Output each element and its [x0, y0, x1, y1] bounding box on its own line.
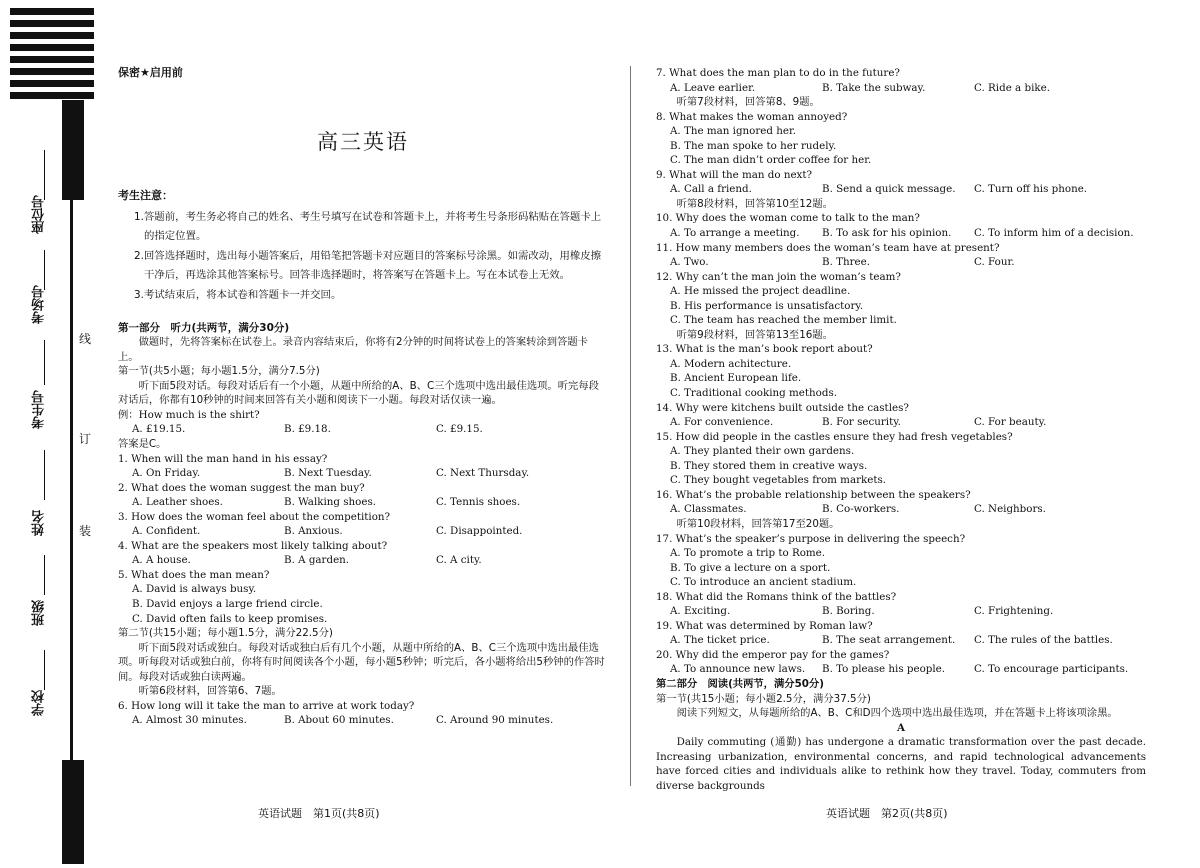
option: A. Leather shoes. — [132, 496, 223, 509]
question: 4. What are the speakers most likely talking about? — [118, 539, 388, 552]
binding-stripe — [10, 20, 94, 27]
option: A. Two. — [670, 256, 709, 269]
section1-heading: 第一节(共5小题；每小题1.5分，满分7.5分) — [118, 365, 320, 378]
option: C. Turn off his phone. — [974, 183, 1088, 196]
confidential-mark: 保密★启用前 — [118, 66, 183, 79]
label-class: 班级 — [32, 600, 47, 626]
binding-stripe — [10, 56, 94, 63]
binding-block — [62, 760, 84, 864]
options — [118, 466, 608, 481]
fill-line — [44, 340, 45, 385]
label-seat-number: 座位号 — [32, 195, 47, 234]
option: B. The man spoke to her rudely. — [670, 139, 837, 152]
page-divider — [630, 66, 631, 786]
options — [656, 226, 1146, 241]
option: A. To promote a trip to Rome. — [670, 547, 826, 560]
option: A. The ticket price. — [670, 634, 770, 647]
question: 1. When will the man hand in his essay? — [118, 452, 328, 465]
fill-line — [44, 250, 45, 290]
option: C. The team has reached the member limit. — [670, 314, 897, 327]
page-1-footer: 英语试题 第1页(共8页) — [258, 807, 380, 820]
options — [656, 502, 1146, 517]
binding-stripe — [10, 32, 94, 39]
option: B. Ancient European life. — [670, 372, 802, 385]
question: 18. What did the Romans think of the battles? — [656, 590, 897, 603]
question: 9. What will the man do next? — [656, 168, 813, 181]
options — [118, 524, 608, 539]
option: B. His performance is unsatisfactory. — [670, 299, 864, 312]
option: A. Modern achitecture. — [670, 357, 792, 370]
option: A. To announce new laws. — [670, 663, 806, 676]
options — [656, 81, 1146, 96]
question: 5. What does the man mean? — [118, 568, 270, 581]
passage-text: Daily commuting (通勤) has undergone a dramatic transformation over the past decade. Increasing urbanization, environmental concerns, and rapid technological advancements have forced cities and individuals alike to rethink how they travel. Today, commuters from diverse backgrounds — [656, 736, 1146, 792]
page-2-footer: 英语试题 第2页(共8页) — [826, 807, 948, 820]
option: C. Neighbors. — [974, 503, 1046, 516]
option: A. Almost 30 minutes. — [132, 714, 247, 727]
option: B. To please his people. — [822, 663, 946, 676]
option: A. Exciting. — [670, 605, 731, 618]
option: A. Confident. — [132, 525, 201, 538]
option: C. £9.15. — [436, 423, 483, 436]
options — [656, 415, 1146, 430]
option: C. A city. — [436, 554, 482, 567]
question: 11. How many members does the woman’s team have at present? — [656, 241, 1000, 254]
part1-heading: 第一部分 听力(共两节，满分30分) — [118, 321, 290, 334]
option: A. For convenience. — [670, 416, 774, 429]
question: 14. Why were kitchens built outside the castles? — [656, 401, 909, 414]
question: 16. What’s the probable relationship between the speakers? — [656, 488, 971, 501]
option: C. To inform him of a decision. — [974, 227, 1134, 240]
option: C. Frightening. — [974, 605, 1054, 618]
option: B. Three. — [822, 256, 870, 269]
passage-letter: A — [897, 721, 905, 734]
question: 3. How does the woman feel about the competition? — [118, 510, 391, 523]
page-title: 高三英语 — [317, 129, 409, 154]
section2-heading: 第二节(共15小题；每小题1.5分，满分22.5分) — [118, 627, 333, 640]
option: B. The seat arrangement. — [822, 634, 956, 647]
option: A. He missed the project deadline. — [670, 285, 851, 298]
material-instruction: 听第10段材料，回答第17至20题。 — [676, 517, 840, 530]
label-name: 姓名 — [32, 510, 47, 536]
option: C. To introduce an ancient stadium. — [670, 576, 857, 589]
option: C. Disappointed. — [436, 525, 523, 538]
material-instruction: 听第7段材料，回答第8、9题。 — [676, 96, 820, 109]
material-instruction: 听第9段材料，回答第13至16题。 — [676, 328, 833, 341]
option: A. Call a friend. — [670, 183, 752, 196]
question: 8. What makes the woman annoyed? — [656, 110, 848, 123]
question: 19. What was determined by Roman law? — [656, 619, 873, 632]
option: C. David often fails to keep promises. — [132, 612, 328, 625]
option: A. The man ignored her. — [670, 125, 797, 138]
fill-line — [44, 650, 45, 690]
notice-item: 1.答题前，考生务必将自己的姓名、考生号填写在试卷和答题卡上，并将考生号条形码粘贴在答题卡上的指定位置。 — [134, 210, 602, 242]
reading-intro: 阅读下列短文，从每题所给的A、B、C和D四个选项中选出最佳选项，并在答题卡上将该项涂黑。 — [676, 707, 1118, 720]
option: B. £9.18. — [284, 423, 331, 436]
question: 13. What is the man’s book report about? — [656, 343, 873, 356]
binding-char-staple: 订 — [79, 432, 92, 446]
option: B. Walking shoes. — [284, 496, 377, 509]
question: 6. How long will it take the man to arrive at work today? — [118, 699, 415, 712]
notice-item: 3.考试结束后，将本试卷和答题卡一并交回。 — [134, 288, 342, 301]
option: B. Boring. — [822, 605, 875, 618]
options — [118, 495, 608, 510]
options — [118, 553, 608, 568]
question: 10. Why does the woman come to talk to the man? — [656, 212, 920, 225]
option: A. Classmates. — [670, 503, 747, 516]
binding-char-bind: 装 — [79, 524, 92, 538]
notice-item: 2.回答选择题时，选出每小题答案后，用铅笔把答题卡对应题目的答案标号涂黑。如需改动，用橡皮擦干净后，再选涂其他答案标号。回答非选择题时，将答案写在答题卡上。写在本试卷上无效。 — [134, 249, 602, 281]
option: A. Leave earlier. — [670, 81, 756, 94]
options — [656, 633, 1146, 648]
notice-heading: 考生注意： — [118, 189, 173, 203]
option: C. Around 90 minutes. — [436, 714, 554, 727]
binding-block — [62, 100, 84, 200]
binding-stripe — [10, 8, 94, 15]
option: C. To encourage participants. — [974, 663, 1129, 676]
label-school: 学校 — [32, 690, 47, 716]
option: A. A house. — [132, 554, 191, 567]
binding-margin — [0, 0, 96, 868]
binding-strip — [70, 100, 73, 864]
option: B. A garden. — [284, 554, 350, 567]
option: C. The rules of the battles. — [974, 634, 1113, 647]
part1-intro: 做题时，先将答案标在试卷上。录音内容结束后，你将有2分钟的时间将试卷上的答案转涂到答题卡上。 — [118, 336, 588, 363]
example-options — [118, 422, 608, 437]
question: 15. How did people in the castles ensure they had fresh vegetables? — [656, 430, 1013, 443]
options — [118, 713, 608, 728]
reading-section1-heading: 第一节(共15小题；每小题2.5分，满分37.5分) — [656, 692, 871, 705]
options — [656, 604, 1146, 619]
question: 7. What does the man plan to do in the future? — [656, 67, 900, 79]
page-1 — [118, 66, 608, 728]
binding-stripe — [10, 44, 94, 51]
option: B. Send a quick message. — [822, 183, 956, 196]
option: C. They bought vegetables from markets. — [670, 474, 887, 487]
options — [656, 255, 1146, 270]
section1-intro: 听下面5段对话。每段对话后有一个小题，从题中所给的A、B、C三个选项中选出最佳选项。听完每段对话后，你都有10秒钟的时间来回答有关小题和阅读下一小题。每段对话仅读一遍。 — [118, 379, 599, 407]
option: B. Next Tuesday. — [284, 467, 372, 480]
option: B. Take the subway. — [822, 81, 926, 94]
label-student-number: 考生号 — [32, 390, 47, 429]
question: 17. What’s the speaker’s purpose in delivering the speech? — [656, 532, 966, 545]
option: B. To ask for his opinion. — [822, 227, 952, 240]
material-instruction: 听第8段材料，回答第10至12题。 — [676, 197, 833, 210]
options — [656, 182, 1146, 197]
binding-stripe — [10, 68, 94, 75]
binding-stripe — [10, 92, 94, 99]
option: B. About 60 minutes. — [284, 714, 394, 727]
fill-line — [44, 150, 45, 200]
option: B. To give a lecture on a sport. — [670, 561, 831, 574]
options — [656, 662, 1146, 677]
option: C. Four. — [974, 256, 1015, 269]
page-2 — [656, 66, 1146, 793]
option: C. Tennis shoes. — [436, 496, 521, 509]
label-exam-room: 考场号 — [32, 285, 47, 324]
option: B. Co-workers. — [822, 503, 900, 516]
fill-line — [44, 555, 45, 595]
question: 12. Why can’t the man join the woman’s team? — [656, 270, 901, 283]
option: B. For security. — [822, 416, 901, 429]
option: C. For beauty. — [974, 416, 1047, 429]
section2-intro: 听下面5段对话或独白。每段对话或独白后有几个小题，从题中所给的A、B、C三个选项中选出最佳选项。听每段对话或独白前，你将有时间阅读各个小题，每小题5秒钟；听完后，各小题将给出5秒钟的作答时间。每段对话或独白读两遍。 — [118, 641, 605, 683]
question: 2. What does the woman suggest the man buy? — [118, 481, 365, 494]
fill-line — [44, 450, 45, 500]
option: C. Next Thursday. — [436, 467, 530, 480]
example-answer: 答案是C。 — [118, 438, 167, 451]
option: C. The man didn’t order coffee for her. — [670, 154, 872, 167]
option: A. David is always busy. — [132, 583, 257, 596]
part2-heading: 第二部分 阅读(共两节，满分50分) — [656, 677, 824, 690]
option: C. Ride a bike. — [974, 81, 1050, 94]
option: A. To arrange a meeting. — [670, 227, 800, 240]
material-instruction: 听第6段材料，回答第6、7题。 — [138, 685, 282, 698]
option: C. Traditional cooking methods. — [670, 387, 838, 400]
option: A. On Friday. — [132, 467, 201, 480]
binding-char-line: 线 — [79, 332, 92, 346]
question: 20. Why did the emperor pay for the games? — [656, 648, 890, 661]
example-question: 例：How much is the shirt? — [118, 408, 260, 421]
option: B. Anxious. — [284, 525, 343, 538]
binding-stripe — [10, 80, 94, 87]
option: A. They planted their own gardens. — [670, 445, 855, 458]
option: B. David enjoys a large friend circle. — [132, 598, 323, 611]
option: B. They stored them in creative ways. — [670, 459, 868, 472]
option: A. £19.15. — [132, 423, 186, 436]
